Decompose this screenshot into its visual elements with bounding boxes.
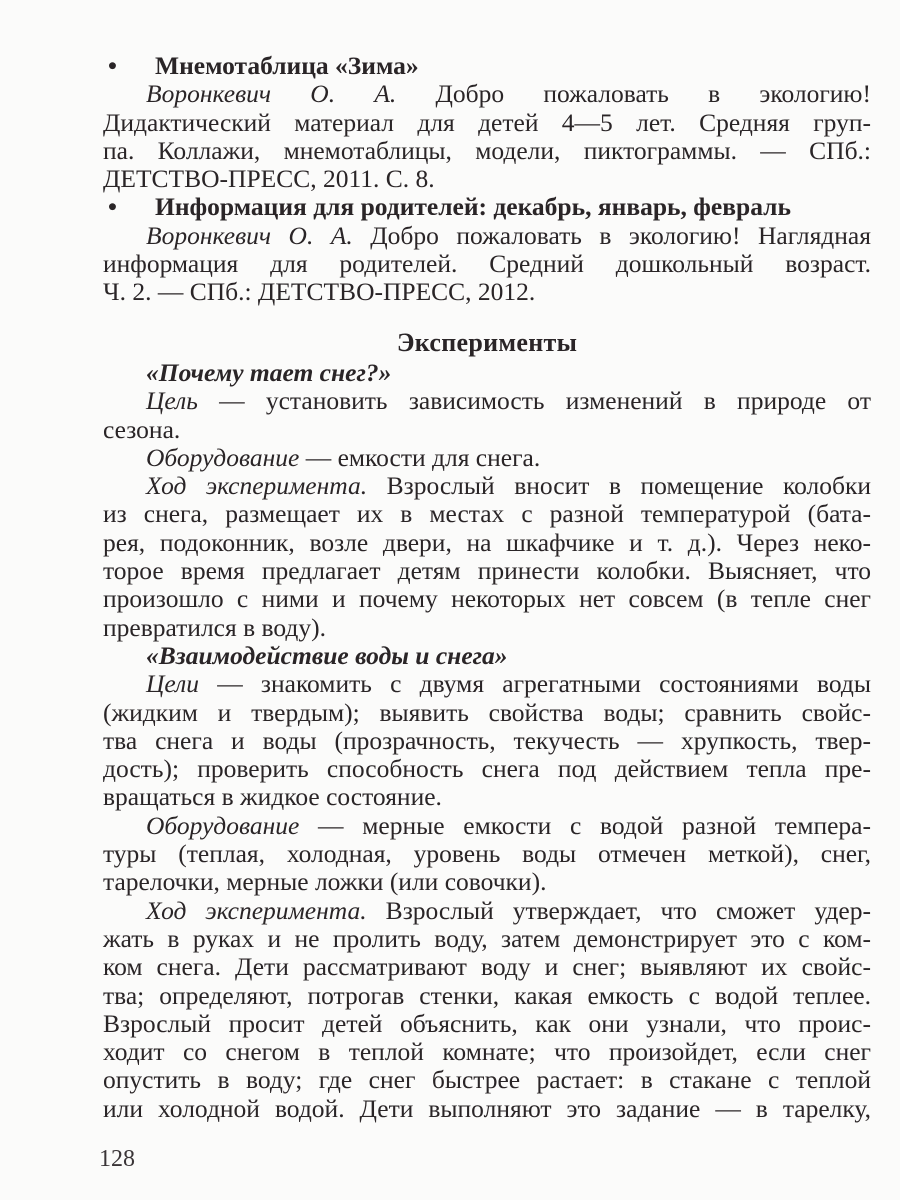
source-line: ДЕТСТВО-ПРЕСС, 2011. С. 8. [103, 164, 435, 194]
book-page [103, 52, 871, 1123]
author-name: Воронкевич О. А. [146, 79, 397, 109]
experiment-goal: Цель — установить зависимость изменений в природе от [146, 386, 871, 416]
author-name: Воронкевич О. А. [146, 220, 353, 250]
source-line: Ч. 2. — СПб.: ДЕТСТВО-ПРЕСС, 2012. [103, 277, 536, 307]
source-line: Воронкевич О. А. Добро пожаловать в экологию! Наглядная [146, 220, 871, 250]
source-title: • Информация для родителей: декабрь, январь, февраль [108, 192, 791, 222]
experiment-title: «Взаимодействие воды и снега» [146, 640, 508, 670]
bullet-icon: • [108, 192, 117, 222]
experiment-block: «Взаимодействие воды и снега» Цели — знакомить с двумя агрегатными состояниями воды (жидким и твердым); выявить свойства воды; сравнить свойс- тва снега и воды (прозрачность, текучесть — хрупкость, твер- дость); проверить способность снега под действием тепла пре- вращаться в жидкое состояние. Оборудование — мерные емкости с водой разной темпера- туры (теплая, холодная, уровень воды отмечен меткой), снег, тарелочки, мерные ложки (или совочки). Ход эксперимента. Взрослый утверждает, что сможет удер- жать в руках и не пролить воду, затем демонстрирует это с ком- ком снега. Дети рассматривают воду и снег; выявляют их свойс- тва; определяют, потрогав стенки, какая емкость с водой теплее. Взрослый просит детей объяснить, как они узнали, что проис- ходит со снегом в теплой комнате; что произойдет, если снег опустить в воду; где снег быстрее растает: в стакане с теплой или холодной водой. Дети выполняют это задание — в тарелку, [103, 640, 871, 1123]
source-line: информация для родителей. Средний дошкольный возраст. [103, 249, 871, 279]
source-title: • Мнемотаблица «Зима» [108, 51, 419, 80]
experiment-block: «Почему тает снег?» Цель — установить зависимость изменений в природе от сезона. Оборудование — емкости для снега. Ход эксперимента. Взрослый вносит в помещение колобки из снега, размещает их в местах с разной температурой (бата- рея, подоконник, возле двери, на шкафчике и т. д.). Через неко- торое время предлагает детям принести колобки. Выясняет, что произошло с ними и почему некоторых нет совсем (в тепле снег превратился в воду). [103, 357, 871, 642]
source-entry [103, 193, 871, 306]
experiment-equipment: Оборудование — емкости для снега. [146, 442, 541, 472]
source-line: па. Коллажи, мнемотаблицы, модели, пиктограммы. — СПб.: [103, 135, 871, 165]
experiment-goal: Цели — знакомить с двумя агрегатными состояниями воды [146, 669, 871, 699]
experiment-procedure: Ход эксперимента. Взрослый утверждает, что сможет удер- [146, 895, 871, 925]
source-line: Дидактический материал для детей 4—5 лет. Средняя груп- [103, 107, 871, 137]
experiment-equipment: Оборудование — мерные емкости с водой разной темпера- [146, 810, 871, 840]
experiment-procedure: Ход эксперимента. Взрослый вносит в помещение колобки [146, 471, 871, 501]
bullet-icon: • [108, 51, 117, 80]
source-entry [103, 52, 871, 193]
section-heading: Эксперименты [396, 327, 578, 357]
source-line: Воронкевич О. А. Добро пожаловать в экологию! [146, 79, 871, 109]
page-number: 128 [99, 1146, 135, 1172]
experiment-title: «Почему тает снег?» [146, 357, 392, 387]
